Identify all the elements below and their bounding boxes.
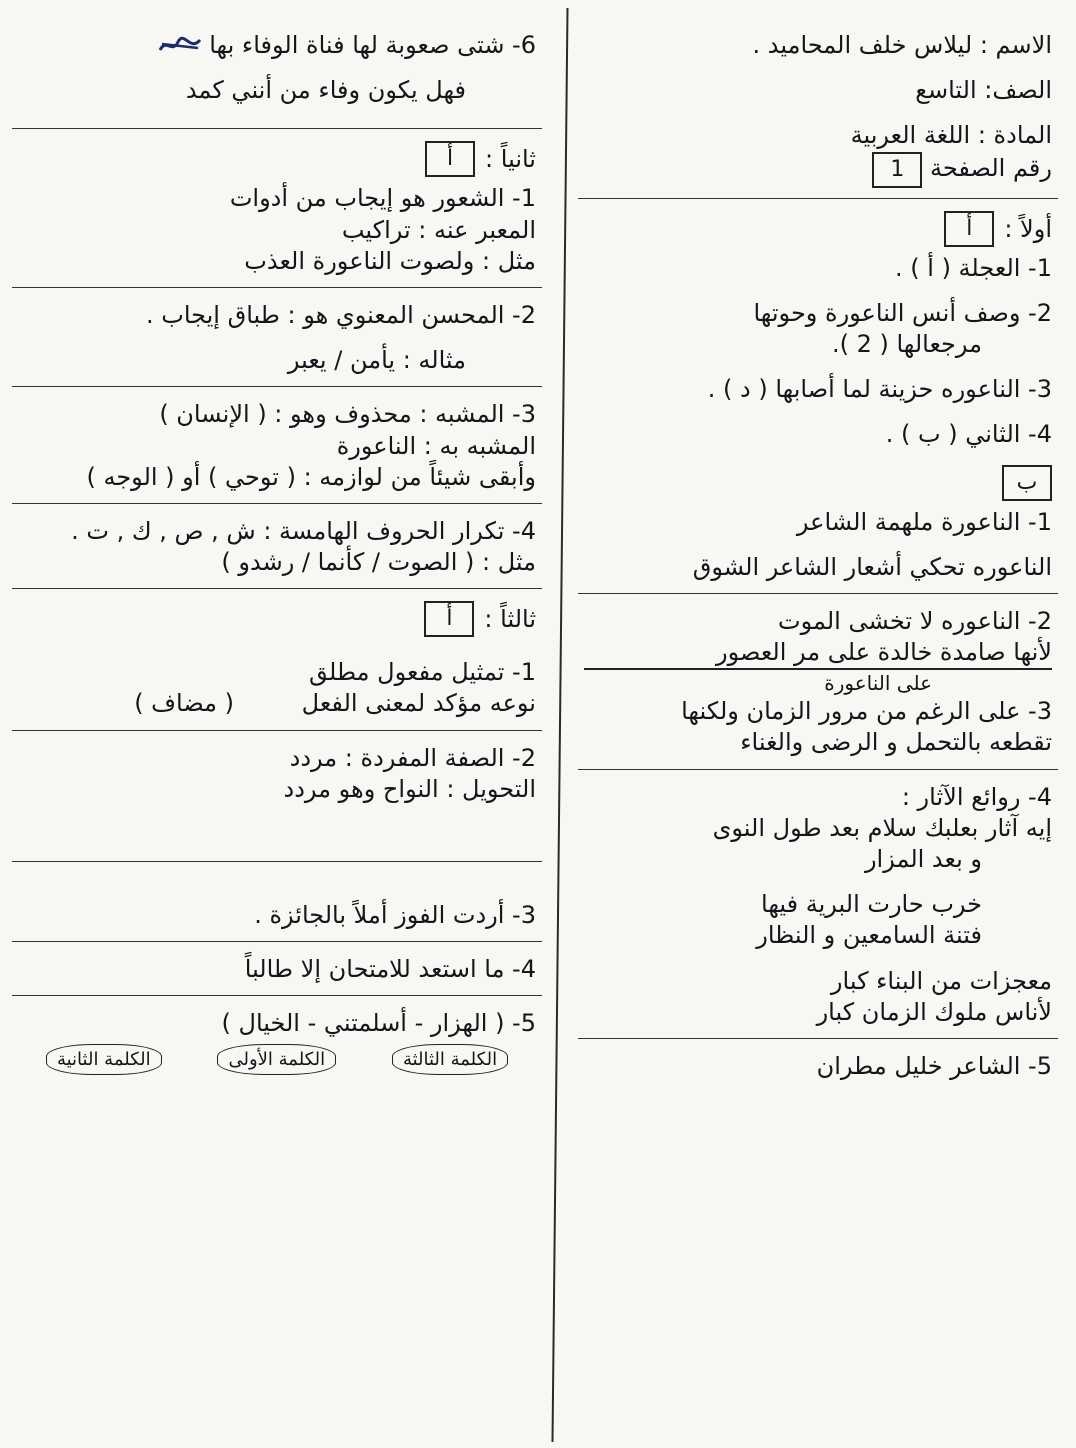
answer-text: نوعه مؤكد لمعنى الفعل [301, 689, 536, 718]
answer-line: مثل : ولصوت الناعورة العذب [244, 246, 536, 275]
page-number-line [584, 152, 1052, 188]
poem-line: خرب حارت البرية فيها [761, 890, 982, 919]
answer-line: 1- الشعور هو إيجاب من أدوات [229, 184, 536, 213]
answer-line: وأبقى شيئاً من لوازمه : ( توحي ) أو ( الوجه ) [86, 462, 536, 491]
section-b-heading [584, 465, 1052, 501]
answer-line [18, 688, 536, 719]
answer-line: مرجعالها ( 2 ). [831, 329, 982, 358]
answer-line: فهل يكون وفاء من أنني كمد [185, 76, 466, 105]
word-captions [18, 1044, 536, 1075]
divider [12, 503, 542, 504]
answer-line: مثاله : يأمن / يعبر [287, 346, 466, 375]
divider [12, 588, 542, 589]
answer-line: 2- الصفة المفردة : مردد [289, 743, 536, 772]
header-divider [578, 198, 1058, 199]
section-second-heading [18, 141, 536, 177]
section-second-title: ثانياً : [485, 145, 536, 174]
page-number-box: 1 [872, 152, 922, 188]
answer-line: 3- المشبه : محذوف وهو : ( الإنسان ) [159, 400, 536, 429]
divider [12, 386, 542, 387]
scribble-mark [158, 36, 202, 56]
answer-line: 5- الشاعر خليل مطران [816, 1051, 1052, 1080]
insert-note: على الناعورة [824, 671, 932, 696]
section-third-box: أ [424, 601, 474, 637]
answer-line: 4- الثاني ( ب ) . [885, 420, 1052, 449]
answer-line: الناعوره تحكي أشعار الشاعر الشوق [692, 552, 1052, 581]
caption-first: الكلمة الأولى [217, 1044, 336, 1075]
divider [12, 941, 542, 942]
poem-line: لأناس ملوك الزمان كبار [816, 997, 1052, 1026]
poem-line: فتنة السامعين و النظار [756, 921, 982, 950]
divider [578, 1038, 1058, 1039]
page-label: رقم الصفحة [930, 153, 1052, 182]
section-second-box: أ [425, 141, 475, 177]
answer-line: 2- الناعوره لا تخشى الموت [778, 606, 1052, 635]
answer-line: 5- ( الهزار - أسلمتني - الخيال ) [221, 1009, 536, 1038]
divider [12, 861, 542, 862]
section-third-heading [18, 601, 536, 637]
poem-line: إيه آثار بعلبك سلام بعد طول النوى [712, 813, 1052, 842]
answer-line: 3- أردت الفوز أملاً بالجائزة . [254, 901, 536, 929]
answer-line: المشبه به : الناعورة [336, 431, 536, 460]
caption-second: الكلمة الثانية [46, 1044, 162, 1075]
answer-line: 1- العجلة ( أ ) . [895, 253, 1052, 282]
answer-line: 1- الناعورة ملهمة الشاعر [796, 507, 1052, 536]
subject-line: المادة : اللغة العربية [850, 121, 1052, 150]
section-b-box: ب [1002, 465, 1052, 501]
answer-line: 2- المحسن المعنوي هو : طباق إيجاب . [145, 300, 536, 329]
answer-line: 2- وصف أنس الناعورة وحوتها [753, 298, 1052, 327]
divider [578, 769, 1058, 770]
answer-line: تقطعه بالتحمل و الرضى والغناء [740, 728, 1052, 757]
divider [578, 593, 1058, 594]
answer-line: لأنها صامدة خالدة على مر العصور [584, 637, 1052, 670]
answer-line: التحويل : النواح وهو مردد [283, 774, 536, 803]
answer-line: 3- الناعوره حزينة لما أصابها ( د ) . [707, 375, 1052, 404]
answer-text: 6- شتى صعوبة لها فناة الوفاء بها [209, 31, 536, 59]
answer-line: 1- تمثيل مفعول مطلق [309, 658, 536, 687]
divider [12, 995, 542, 996]
right-column [568, 0, 1076, 1448]
section-first-box: أ [944, 211, 994, 247]
answer-line: المعبر عنه : تراكيب [341, 215, 536, 244]
divider [12, 730, 542, 731]
divider [12, 287, 542, 288]
answer-line: مثل : ( الصوت / كأنما / رشدو ) [221, 548, 536, 577]
grade-line: الصف: التاسع [915, 76, 1052, 105]
poem-line: و بعد المزار [864, 845, 982, 873]
section-third-title: ثالثاً : [484, 605, 536, 634]
answer-line: 3- على الرغم من مرور الزمان ولكنها [681, 697, 1052, 726]
section-first-heading [584, 211, 1052, 247]
answer-line [18, 30, 536, 61]
section-first-title: أولاً : [1004, 214, 1052, 243]
answer-line: 4- تكرار الحروف الهامسة : ش , ص , ك , ت . [71, 516, 536, 545]
answer-text: ( مضاف ) [134, 689, 235, 718]
student-name: الاسم : ليلاس خلف المحاميد . [752, 31, 1052, 59]
caption-third: الكلمة الثالثة [392, 1044, 508, 1075]
answer-line: 4- روائع الآثار : [901, 782, 1052, 811]
divider [12, 128, 542, 129]
answer-line: 4- ما استعد للامتحان إلا طالباً [244, 955, 536, 984]
poem-line: معجزات من البناء كبار [830, 966, 1052, 995]
